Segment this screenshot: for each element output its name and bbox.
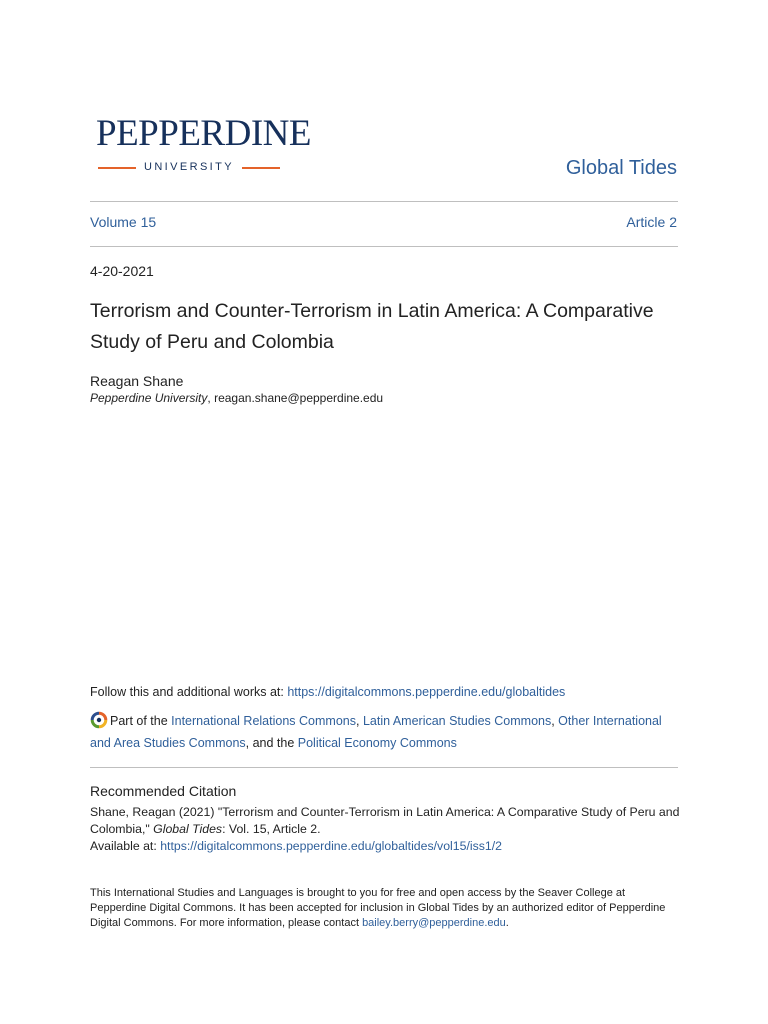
commons-link-political-economy[interactable]: Political Economy Commons [297,736,457,750]
citation-volume: : Vol. 15, Article 2. [222,822,321,836]
citation-url-link[interactable]: https://digitalcommons.pepperdine.edu/globaltides/vol15/iss1/2 [160,839,502,853]
part-of-prefix: Part of the [110,714,172,728]
divider-top [90,201,678,202]
follow-url-link[interactable]: https://digitalcommons.pepperdine.edu/globaltides [287,685,566,699]
commons-separator: , and the [245,736,298,750]
author-name: Reagan Shane [90,373,184,389]
commons-separator: , [355,714,363,728]
article-title: Terrorism and Counter-Terrorism in Latin America: A Comparative Study of Peru and Colombia [90,300,654,353]
logo-wordmark: PEPPERDINE [96,113,311,154]
divider-citation [90,767,678,768]
pepperdine-logo [96,113,311,178]
citation-journal: Global Tides [153,822,223,836]
volume-link[interactable]: Volume 15 [90,214,157,230]
logo-subtitle-row [96,160,282,174]
journal-title-link[interactable]: Global Tides [565,157,677,179]
access-notice [90,886,680,931]
logo-subtitle: UNIVERSITY [143,161,234,173]
recommended-citation-heading: Recommended Citation [90,783,237,799]
network-icon [90,711,108,729]
commons-separator: , [551,714,559,728]
affiliation-separator: , [207,391,215,405]
follow-line [90,685,565,699]
available-prefix: Available at: [90,839,161,853]
contact-email-link[interactable]: bailey.berry@pepperdine.edu [362,917,506,929]
article-link[interactable]: Article 2 [626,214,677,230]
author-institution: Pepperdine University [90,391,208,405]
divider-header [90,246,678,247]
access-notice-end: . [505,917,509,929]
author-email: reagan.shane@pepperdine.edu [214,391,384,405]
commons-link-latin-american-studies[interactable]: Latin American Studies Commons [362,714,552,728]
author-affiliation [90,391,383,405]
recommended-citation [90,804,680,855]
access-notice-text: This International Studies and Languages is brought to you for free and open access by the Seaver College at Pepperdine Digital Commons. It has been accepted for inclusion in Global Tides by an authorized editor of Pepperdine Digital Commons. For more information, please contact [90,887,666,929]
citation-text: Shane, Reagan (2021) "Terrorism and Counter-Terrorism in Latin America: A Comparative Study of Peru and Colombia," [90,805,680,836]
part-of-commons [90,710,680,754]
publication-date: 4-20-2021 [90,263,154,279]
commons-link-international-relations[interactable]: International Relations Commons [171,714,356,728]
commons-link-other-international[interactable]: Other International and Area Studies Commons [90,714,662,750]
follow-prefix: Follow this and additional works at: [90,685,288,699]
logo-rule-right [242,167,280,169]
